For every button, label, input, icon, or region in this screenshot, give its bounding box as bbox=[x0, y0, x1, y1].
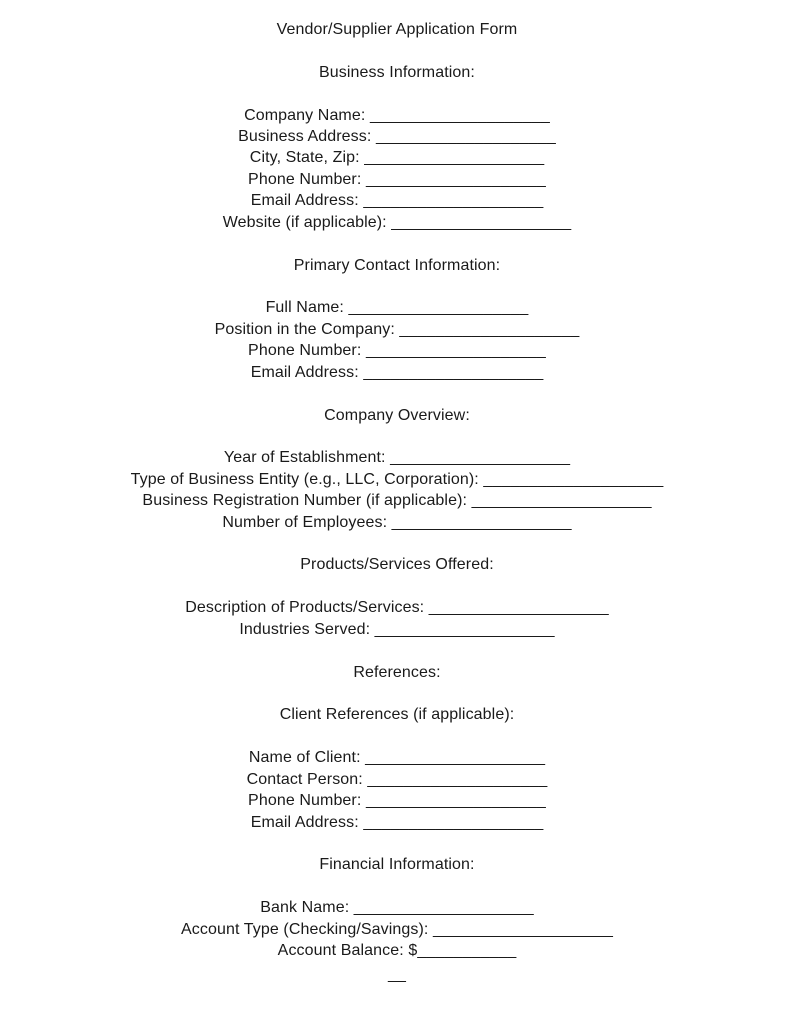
account-balance-field[interactable]: Account Balance: $___________ bbox=[277, 942, 517, 959]
contact-person-field[interactable]: Contact Person: ____________________ bbox=[246, 771, 548, 788]
bank-name-field[interactable]: Bank Name: ____________________ bbox=[260, 899, 534, 916]
company-overview-heading: Company Overview: bbox=[324, 407, 470, 424]
business-entity-type-field[interactable]: Type of Business Entity (e.g., LLC, Corporation): ____________________ bbox=[130, 471, 664, 488]
business-email-field[interactable]: Email Address: ____________________ bbox=[250, 192, 544, 209]
references-heading: References: bbox=[353, 664, 441, 681]
contact-email-field[interactable]: Email Address: ____________________ bbox=[250, 364, 544, 381]
industries-served-field[interactable]: Industries Served: ____________________ bbox=[239, 621, 555, 638]
website-field[interactable]: Website (if applicable): ____________________ bbox=[222, 214, 572, 231]
account-type-field[interactable]: Account Type (Checking/Savings): ____________________ bbox=[181, 921, 613, 938]
business-address-field[interactable]: Business Address: ____________________ bbox=[238, 128, 556, 145]
year-established-field[interactable]: Year of Establishment: ____________________ bbox=[223, 449, 571, 466]
business-info-heading: Business Information: bbox=[319, 64, 475, 81]
form-title: Vendor/Supplier Application Form bbox=[276, 21, 518, 38]
employee-count-field[interactable]: Number of Employees: ____________________ bbox=[222, 514, 572, 531]
business-phone-field[interactable]: Phone Number: ____________________ bbox=[248, 171, 546, 188]
position-field[interactable]: Position in the Company: ____________________ bbox=[214, 321, 580, 338]
full-name-field[interactable]: Full Name: ____________________ bbox=[265, 299, 529, 316]
financial-info-heading: Financial Information: bbox=[319, 856, 475, 873]
trailing-underline-mark: __ bbox=[388, 966, 406, 983]
products-description-field[interactable]: Description of Products/Services: ____________________ bbox=[185, 599, 609, 616]
primary-contact-heading: Primary Contact Information: bbox=[293, 257, 501, 274]
contact-phone-field[interactable]: Phone Number: ____________________ bbox=[248, 342, 546, 359]
registration-number-field[interactable]: Business Registration Number (if applicable): ____________________ bbox=[142, 492, 652, 509]
client-references-subheading: Client References (if applicable): bbox=[279, 706, 515, 723]
city-state-zip-field[interactable]: City, State, Zip: ____________________ bbox=[249, 149, 545, 166]
reference-email-field[interactable]: Email Address: ____________________ bbox=[250, 814, 544, 831]
products-services-heading: Products/Services Offered: bbox=[300, 556, 494, 573]
company-name-field[interactable]: Company Name: ____________________ bbox=[244, 107, 550, 124]
client-name-field[interactable]: Name of Client: ____________________ bbox=[248, 749, 546, 766]
reference-phone-field[interactable]: Phone Number: ____________________ bbox=[248, 792, 546, 809]
